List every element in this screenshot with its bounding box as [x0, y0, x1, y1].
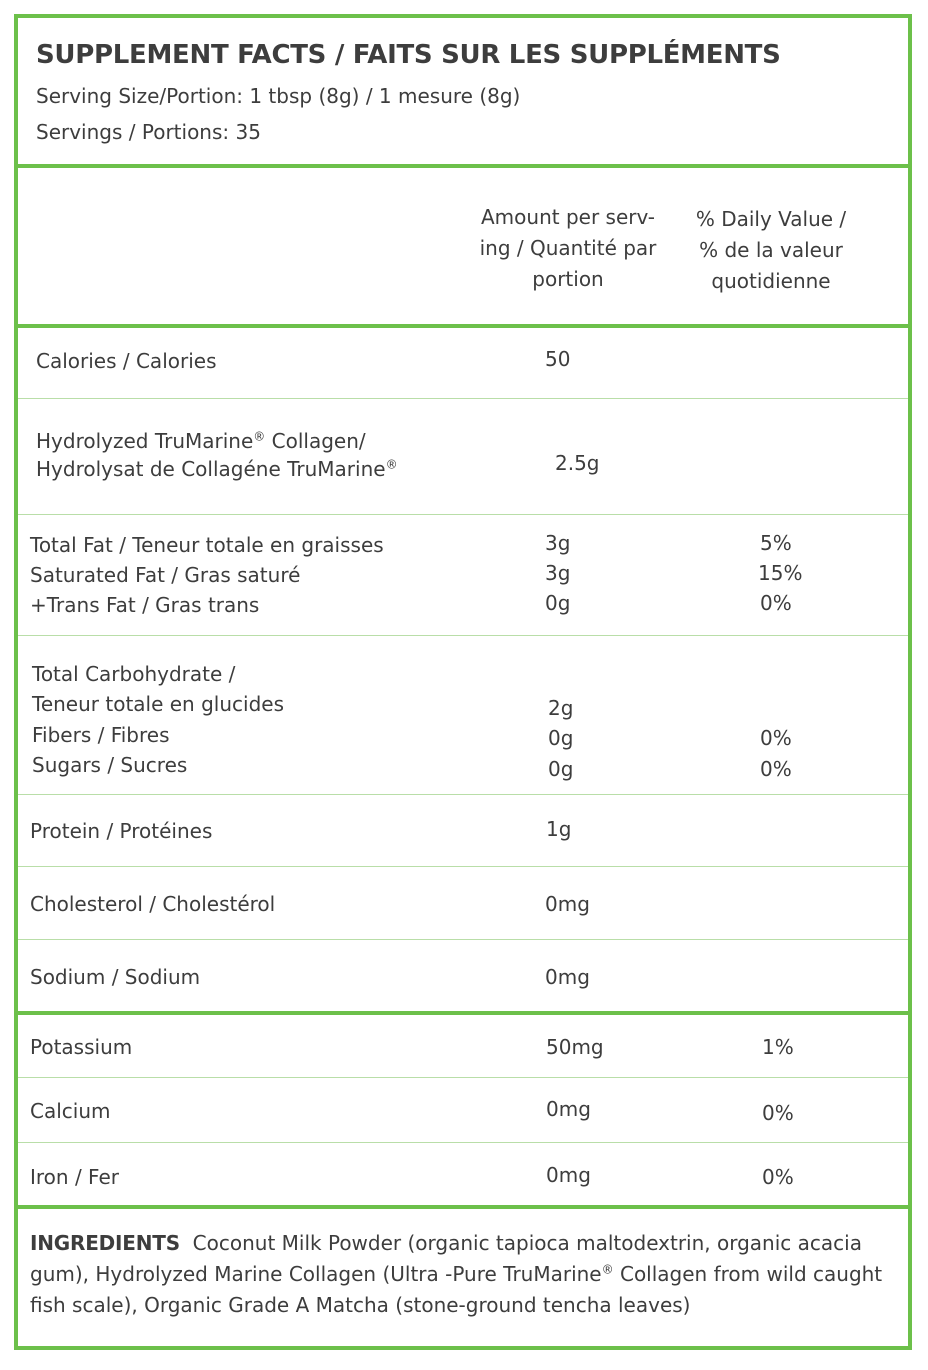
divider	[18, 398, 908, 399]
cholesterol-label: Cholesterol / Cholestérol	[30, 892, 276, 916]
iron-amount: 0mg	[546, 1163, 591, 1187]
sodium-amount: 0mg	[545, 965, 590, 989]
fiber-amount: 0g	[548, 726, 574, 750]
supplement-facts-panel	[14, 14, 912, 1350]
potassium-label: Potassium	[30, 1035, 133, 1059]
divider	[18, 1142, 908, 1143]
facts-title: SUPPLEMENT FACTS / FAITS SUR LES SUPPLÉMENTS	[36, 40, 781, 70]
column-header-daily-line: % Daily Value /	[695, 207, 847, 231]
calcium-amount: 0mg	[546, 1097, 591, 1121]
collagen-label-text: Hydrolysat de Collagéne TruMarine	[36, 457, 386, 481]
trans-fat-dv: 0%	[760, 591, 792, 615]
facts-header	[18, 18, 908, 168]
calories-label: Calories / Calories	[36, 349, 217, 373]
serving-size: Serving Size/Portion: 1 tbsp (8g) / 1 mesure (8g)	[36, 84, 521, 108]
ingredients-text: Collagen from wild caught fish scale), Organic Grade A Matcha (stone-ground tencha leaves)	[30, 1262, 883, 1317]
saturated-fat-amount: 3g	[545, 561, 571, 585]
divider-column-header	[18, 324, 908, 328]
registered-mark: ®	[253, 429, 266, 444]
fiber-dv: 0%	[760, 726, 792, 750]
column-header-amount-line: Amount per serv-	[481, 205, 655, 229]
trans-fat-amount: 0g	[545, 591, 571, 615]
protein-label: Protein / Protéines	[30, 819, 213, 843]
sugars-amount: 0g	[548, 757, 574, 781]
divider	[18, 939, 908, 940]
calcium-label: Calcium	[30, 1099, 111, 1123]
cholesterol-amount: 0mg	[545, 892, 590, 916]
iron-dv: 0%	[762, 1165, 794, 1189]
divider-header	[18, 164, 908, 168]
carbohydrate-label-line1: Total Carbohydrate /	[32, 662, 236, 686]
column-header-amount	[458, 202, 678, 295]
collagen-label-line2	[36, 454, 398, 484]
fiber-label: Fibers / Fibres	[32, 723, 170, 747]
column-header-daily-line: quotidienne	[711, 269, 831, 293]
potassium-amount: 50mg	[546, 1035, 604, 1059]
sugars-label: Sugars / Sucres	[32, 753, 188, 777]
registered-mark: ®	[601, 1262, 614, 1277]
divider	[18, 514, 908, 515]
divider-ingredients	[18, 1205, 908, 1209]
column-header-daily-value	[676, 204, 866, 297]
servings-per-container: Servings / Portions: 35	[36, 120, 261, 144]
total-fat-amount: 3g	[545, 531, 571, 555]
divider	[18, 1077, 908, 1078]
ingredients-statement	[30, 1228, 900, 1321]
saturated-fat-label: Saturated Fat / Gras saturé	[30, 563, 301, 587]
carbohydrate-amount: 2g	[548, 696, 574, 720]
column-header-daily-line: % de la valeur	[699, 238, 843, 262]
total-fat-dv: 5%	[760, 531, 792, 555]
iron-label: Iron / Fer	[30, 1165, 119, 1189]
saturated-fat-dv: 15%	[758, 561, 803, 585]
total-fat-label: Total Fat / Teneur totale en graisses	[30, 533, 384, 557]
sodium-label: Sodium / Sodium	[30, 965, 201, 989]
calcium-dv: 0%	[762, 1101, 794, 1125]
collagen-label-text: Hydrolyzed TruMarine	[36, 429, 254, 453]
column-header-amount-line: ing / Quantité par	[479, 236, 657, 260]
trans-fat-label: +Trans Fat / Gras trans	[30, 593, 260, 617]
protein-amount: 1g	[546, 817, 572, 841]
collagen-label-line1	[36, 426, 366, 456]
ingredients-text: Coconut Milk Powder (organic tapioca maltodextrin, organic acacia gum), Hydrolyzed Marine Collagen (Ultra -Pure TruMarine	[30, 1231, 862, 1286]
carbohydrate-label-line2: Teneur totale en glucides	[32, 692, 284, 716]
divider-minerals	[18, 1011, 908, 1015]
divider	[18, 866, 908, 867]
divider	[18, 794, 908, 795]
ingredients-heading: INGREDIENTS	[30, 1231, 180, 1255]
column-header-amount-line: portion	[532, 267, 604, 291]
collagen-label-text: Collagen/	[265, 429, 366, 453]
registered-mark: ®	[385, 457, 398, 472]
potassium-dv: 1%	[762, 1035, 794, 1059]
divider	[18, 635, 908, 636]
sugars-dv: 0%	[760, 757, 792, 781]
calories-amount: 50	[545, 347, 571, 371]
collagen-amount: 2.5g	[555, 451, 600, 475]
